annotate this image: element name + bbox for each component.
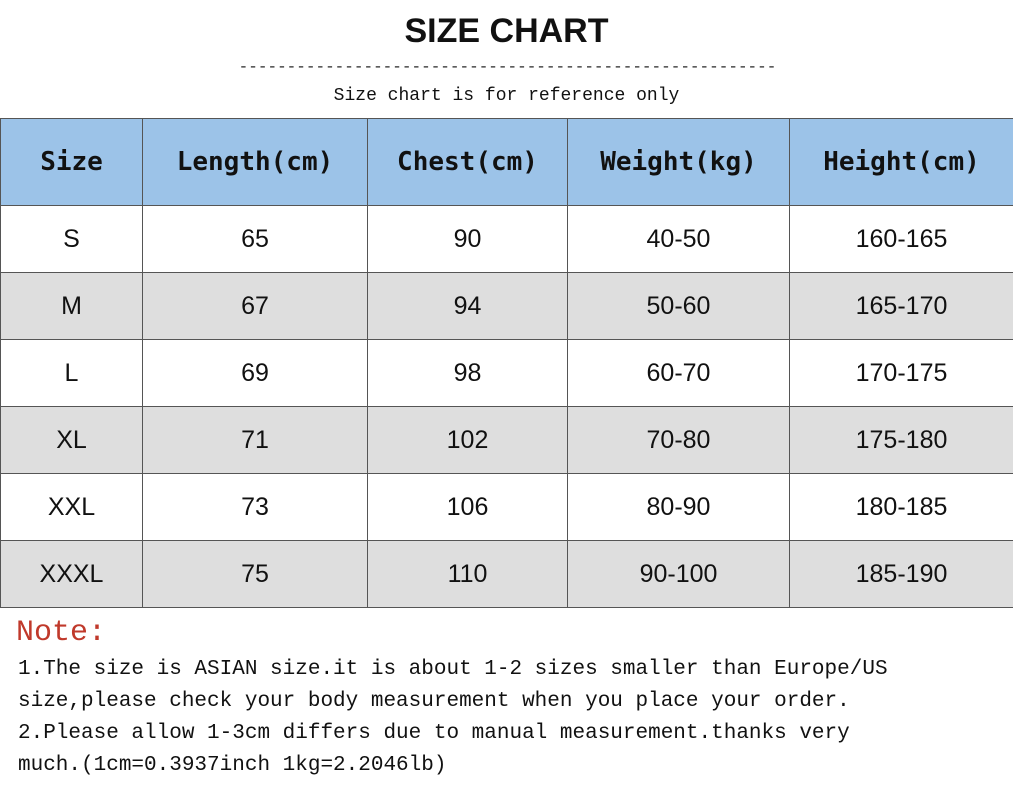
cell-height: 170-175 [790, 340, 1013, 407]
cell-length: 69 [143, 340, 368, 407]
table-row [1, 541, 1013, 608]
page-title: SIZE CHART [404, 12, 609, 50]
table-row [1, 340, 1013, 407]
subtitle: Size chart is for reference only [333, 86, 680, 106]
cell-height: 180-185 [790, 474, 1013, 541]
cell-chest: 110 [368, 541, 568, 608]
cell-weight: 90-100 [568, 541, 790, 608]
table-row [1, 407, 1013, 474]
cell-length: 67 [143, 273, 368, 340]
column-header-length: Length(cm) [143, 119, 368, 206]
cell-size: L [1, 340, 143, 407]
cell-weight: 80-90 [568, 474, 790, 541]
table-header-row [1, 119, 1013, 206]
cell-weight: 50-60 [568, 273, 790, 340]
column-header-chest: Chest(cm) [368, 119, 568, 206]
cell-size: XL [1, 407, 143, 474]
cell-chest: 106 [368, 474, 568, 541]
column-header-height: Height(cm) [790, 119, 1013, 206]
cell-size: M [1, 273, 143, 340]
cell-length: 75 [143, 541, 368, 608]
title-divider: -------------------------------------------------------- [238, 58, 777, 76]
note-heading: Note: [16, 616, 107, 650]
cell-length: 73 [143, 474, 368, 541]
cell-size: XXL [1, 474, 143, 541]
note-line: much.(1cm=0.3937inch 1kg=2.2046lb) [18, 754, 447, 777]
cell-size: S [1, 206, 143, 273]
cell-chest: 98 [368, 340, 568, 407]
note-line: 2.Please allow 1-3cm differs due to manual measurement.thanks very [18, 722, 850, 745]
cell-length: 65 [143, 206, 368, 273]
cell-chest: 94 [368, 273, 568, 340]
size-table [0, 118, 1013, 608]
column-header-weight: Weight(kg) [568, 119, 790, 206]
cell-chest: 90 [368, 206, 568, 273]
cell-weight: 60-70 [568, 340, 790, 407]
table-row [1, 273, 1013, 340]
cell-weight: 70-80 [568, 407, 790, 474]
table-row [1, 206, 1013, 273]
cell-size: XXXL [1, 541, 143, 608]
cell-height: 185-190 [790, 541, 1013, 608]
cell-height: 165-170 [790, 273, 1013, 340]
cell-weight: 40-50 [568, 206, 790, 273]
column-header-size: Size [1, 119, 143, 206]
cell-height: 175-180 [790, 407, 1013, 474]
cell-chest: 102 [368, 407, 568, 474]
cell-height: 160-165 [790, 206, 1013, 273]
note-line: size,please check your body measurement when you place your order. [18, 690, 850, 713]
table-row [1, 474, 1013, 541]
note-line: 1.The size is ASIAN size.it is about 1-2 sizes smaller than Europe/US [18, 658, 888, 681]
cell-length: 71 [143, 407, 368, 474]
